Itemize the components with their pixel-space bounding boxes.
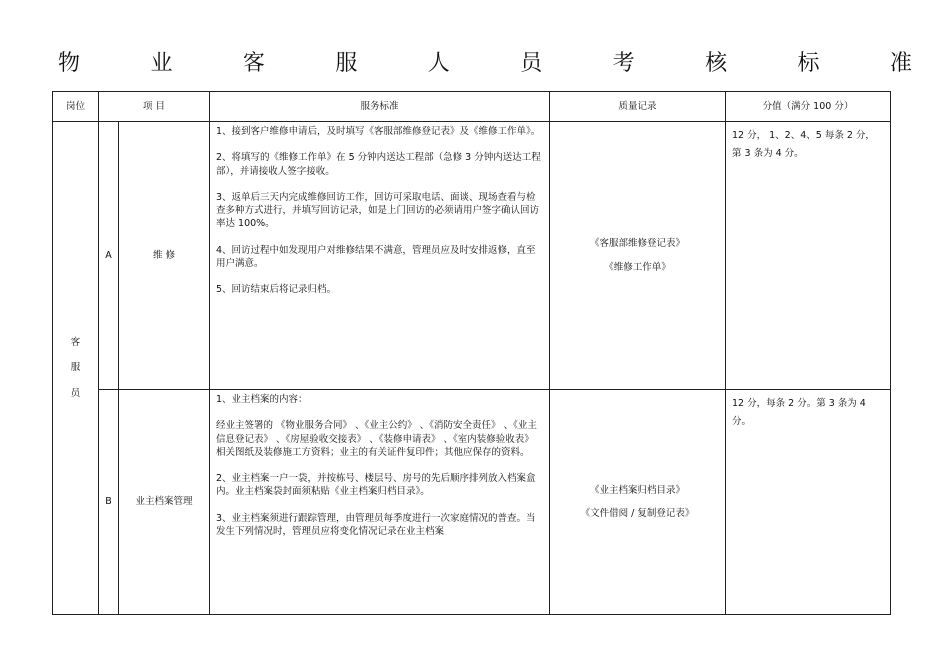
standard-text: 2、业主档案一户一袋，并按栋号、楼层号、房号的先后顺序排列放入档案盒内。业主档案袋封面须粘贴《业主档案归档目录》。	[216, 473, 536, 498]
quality-record: 《维修工作单》	[604, 261, 671, 273]
post-char: 员	[70, 387, 81, 399]
quality-record: 《客服部维修登记表》	[589, 238, 685, 250]
assessment-table	[52, 91, 891, 615]
score-cell: 12 分，每条 2 分。第 3 条为 4 分。	[726, 390, 891, 615]
standard-text: 4、回访过程中如发现用户对维修结果不满意，管理员应及时安排返修，直至用户满意。	[216, 244, 536, 270]
post-char: 客	[70, 337, 81, 349]
title-char: 人	[427, 51, 450, 76]
standard-text: 经业主签署的 《物业服务合同》 、《业主公约》 、《消防安全责任》 、《业主信息登记表》 、《房屋验收交接表》 、《装修申请表》 、《室内装修验收表》相关图纸及装修施工方资料；业主的有关证件复印件；其他应保存的资料。	[216, 420, 537, 458]
row-code: A	[99, 122, 119, 390]
post-cell	[53, 122, 99, 615]
row-item: 维 修	[119, 122, 210, 390]
quality-cell	[550, 122, 726, 390]
standard-text: 1、业主档案的内容：	[216, 394, 308, 405]
header-item: 项 目	[99, 92, 210, 122]
standard-text: 5、回访结束后将记录归档。	[216, 284, 337, 296]
title-char: 考	[612, 51, 635, 76]
header-row	[53, 92, 891, 122]
table-row	[53, 390, 891, 615]
title-char: 客	[242, 51, 265, 76]
row-item: 业主档案管理	[119, 390, 210, 615]
page-title	[58, 46, 912, 77]
standard-cell	[210, 390, 550, 615]
standard-text: 1、接到客户维修申请后，及时填写《客服部维修登记表》及《维修工作单》。	[216, 126, 541, 137]
title-char: 服	[335, 51, 358, 76]
score-cell: 12 分， 1、2、4、5 每条 2 分，第 3 条为 4 分。	[726, 122, 891, 390]
header-standard: 服务标准	[210, 92, 550, 122]
table-row	[53, 122, 891, 390]
title-char: 业	[150, 51, 173, 76]
header-quality: 质量记录	[550, 92, 726, 122]
header-post: 岗位	[53, 92, 99, 122]
title-char: 核	[705, 51, 728, 76]
standard-text: 3、返单后三天内完成维修回访工作，回访可采取电话、面谈、现场查看与检查多种方式进行，并填写回访记录，如是上门回访的必须请用户签字确认回访率达 100%。	[216, 191, 540, 230]
standard-cell	[210, 122, 550, 390]
standard-text: 3、业主档案须进行跟踪管理，由管理员每季度进行一次家庭情况的普查。当发生下列情况时，管理员应将变化情况记录在业主档案	[216, 512, 536, 538]
quality-cell	[550, 390, 726, 615]
row-code: B	[99, 390, 119, 615]
title-char: 物	[58, 51, 81, 76]
title-char: 员	[520, 51, 543, 76]
standard-text: 2、将填写的《维修工作单》在 5 分钟内送达工程部（急修 3 分钟内送达工程部），并请接收人签字接收。	[216, 152, 541, 177]
header-score: 分值（满分 100 分）	[726, 92, 891, 122]
quality-record: 《文件借阅 / 复制登记表》	[580, 508, 695, 519]
title-char: 标	[797, 51, 820, 76]
quality-record: 《业主档案归档目录》	[589, 484, 685, 496]
title-char: 准	[889, 51, 912, 76]
post-char: 服	[70, 362, 81, 374]
